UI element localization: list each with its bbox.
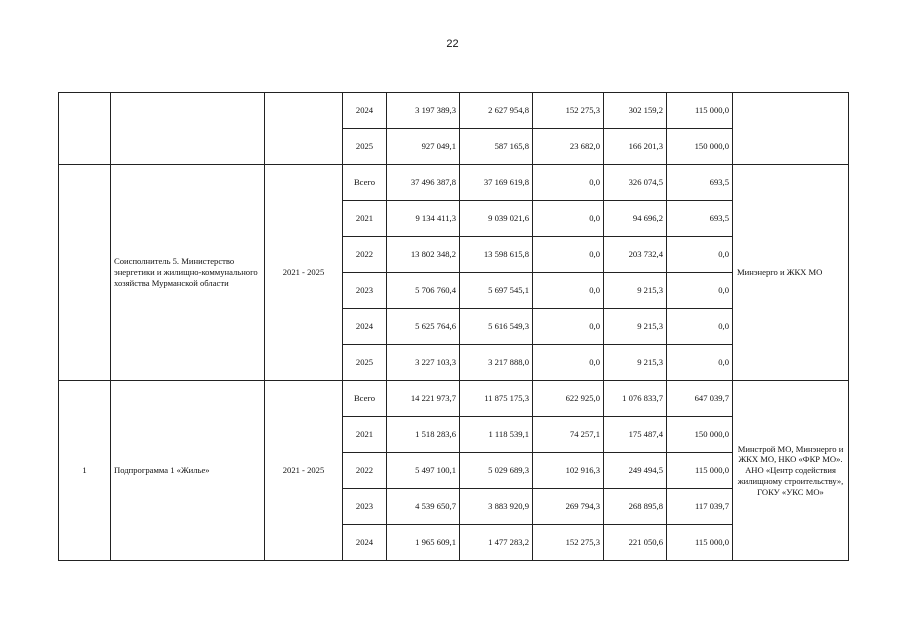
other-sources-cell: 115 000,0 xyxy=(667,93,733,129)
federal-budget-cell: 622 925,0 xyxy=(533,381,604,417)
local-budget-cell: 302 159,2 xyxy=(604,93,667,129)
regional-budget-cell: 3 217 888,0 xyxy=(460,345,533,381)
federal-budget-cell: 269 794,3 xyxy=(533,489,604,525)
regional-budget-cell: 5 697 545,1 xyxy=(460,273,533,309)
executor-cell: Минстрой МО, Минэнерго и ЖКХ МО, НКО «ФКР МО». АНО «Центр содействия жилищному строительству», ГОКУ «УКС МО» xyxy=(733,381,849,561)
period-cell: 2021 - 2025 xyxy=(265,381,343,561)
regional-budget-cell: 3 883 920,9 xyxy=(460,489,533,525)
other-sources-cell: 0,0 xyxy=(667,273,733,309)
year-cell: 2025 xyxy=(343,345,387,381)
local-budget-cell: 221 050,6 xyxy=(604,525,667,561)
federal-budget-cell: 0,0 xyxy=(533,309,604,345)
total-cell: 5 625 764,6 xyxy=(387,309,460,345)
other-sources-cell: 117 039,7 xyxy=(667,489,733,525)
total-cell: 927 049,1 xyxy=(387,129,460,165)
row-index-cell xyxy=(59,165,111,381)
federal-budget-cell: 0,0 xyxy=(533,273,604,309)
year-cell: 2024 xyxy=(343,309,387,345)
regional-budget-cell: 1 118 539,1 xyxy=(460,417,533,453)
year-cell: 2022 xyxy=(343,237,387,273)
local-budget-cell: 94 696,2 xyxy=(604,201,667,237)
federal-budget-cell: 152 275,3 xyxy=(533,525,604,561)
total-cell: 13 802 348,2 xyxy=(387,237,460,273)
local-budget-cell: 326 074,5 xyxy=(604,165,667,201)
regional-budget-cell: 2 627 954,8 xyxy=(460,93,533,129)
year-cell: 2024 xyxy=(343,93,387,129)
federal-budget-cell: 0,0 xyxy=(533,237,604,273)
total-cell: 3 227 103,3 xyxy=(387,345,460,381)
local-budget-cell: 249 494,5 xyxy=(604,453,667,489)
year-cell: 2025 xyxy=(343,129,387,165)
total-cell: 5 497 100,1 xyxy=(387,453,460,489)
total-cell: 37 496 387,8 xyxy=(387,165,460,201)
year-cell: 2024 xyxy=(343,525,387,561)
row-index-cell xyxy=(59,93,111,165)
other-sources-cell: 0,0 xyxy=(667,309,733,345)
other-sources-cell: 150 000,0 xyxy=(667,129,733,165)
program-name-cell: Подпрограмма 1 «Жилье» xyxy=(111,381,265,561)
federal-budget-cell: 0,0 xyxy=(533,201,604,237)
other-sources-cell: 693,5 xyxy=(667,165,733,201)
executor-cell: Минэнерго и ЖКХ МО xyxy=(733,165,849,381)
other-sources-cell: 693,5 xyxy=(667,201,733,237)
year-cell: Всего xyxy=(343,165,387,201)
other-sources-cell: 150 000,0 xyxy=(667,417,733,453)
total-cell: 1 518 283,6 xyxy=(387,417,460,453)
regional-budget-cell: 587 165,8 xyxy=(460,129,533,165)
other-sources-cell: 0,0 xyxy=(667,345,733,381)
funding-table xyxy=(58,92,849,561)
program-name-cell: Соисполнитель 5. Министерство энергетики и жилищно-коммунального хозяйства Мурманской области xyxy=(111,165,265,381)
regional-budget-cell: 5 616 549,3 xyxy=(460,309,533,345)
table-row xyxy=(59,381,849,417)
federal-budget-cell: 152 275,3 xyxy=(533,93,604,129)
other-sources-cell: 115 000,0 xyxy=(667,453,733,489)
year-cell: 2021 xyxy=(343,201,387,237)
regional-budget-cell: 37 169 619,8 xyxy=(460,165,533,201)
regional-budget-cell: 9 039 021,6 xyxy=(460,201,533,237)
regional-budget-cell: 13 598 615,8 xyxy=(460,237,533,273)
page-number: 22 xyxy=(446,38,459,50)
regional-budget-cell: 1 477 283,2 xyxy=(460,525,533,561)
federal-budget-cell: 0,0 xyxy=(533,165,604,201)
local-budget-cell: 166 201,3 xyxy=(604,129,667,165)
other-sources-cell: 647 039,7 xyxy=(667,381,733,417)
local-budget-cell: 203 732,4 xyxy=(604,237,667,273)
year-cell: 2022 xyxy=(343,453,387,489)
year-cell: 2021 xyxy=(343,417,387,453)
period-cell: 2021 - 2025 xyxy=(265,165,343,381)
federal-budget-cell: 0,0 xyxy=(533,345,604,381)
total-cell: 4 539 650,7 xyxy=(387,489,460,525)
local-budget-cell: 268 895,8 xyxy=(604,489,667,525)
program-name-cell xyxy=(111,93,265,165)
total-cell: 5 706 760,4 xyxy=(387,273,460,309)
regional-budget-cell: 5 029 689,3 xyxy=(460,453,533,489)
other-sources-cell: 115 000,0 xyxy=(667,525,733,561)
row-index-cell: 1 xyxy=(59,381,111,561)
local-budget-cell: 9 215,3 xyxy=(604,273,667,309)
local-budget-cell: 9 215,3 xyxy=(604,345,667,381)
total-cell: 1 965 609,1 xyxy=(387,525,460,561)
other-sources-cell: 0,0 xyxy=(667,237,733,273)
table-body xyxy=(59,93,849,561)
federal-budget-cell: 23 682,0 xyxy=(533,129,604,165)
period-cell xyxy=(265,93,343,165)
table-row xyxy=(59,93,849,129)
local-budget-cell: 175 487,4 xyxy=(604,417,667,453)
federal-budget-cell: 102 916,3 xyxy=(533,453,604,489)
year-cell: 2023 xyxy=(343,273,387,309)
total-cell: 9 134 411,3 xyxy=(387,201,460,237)
table-row xyxy=(59,165,849,201)
year-cell: 2023 xyxy=(343,489,387,525)
local-budget-cell: 9 215,3 xyxy=(604,309,667,345)
local-budget-cell: 1 076 833,7 xyxy=(604,381,667,417)
executor-cell xyxy=(733,93,849,165)
regional-budget-cell: 11 875 175,3 xyxy=(460,381,533,417)
federal-budget-cell: 74 257,1 xyxy=(533,417,604,453)
year-cell: Всего xyxy=(343,381,387,417)
total-cell: 14 221 973,7 xyxy=(387,381,460,417)
total-cell: 3 197 389,3 xyxy=(387,93,460,129)
